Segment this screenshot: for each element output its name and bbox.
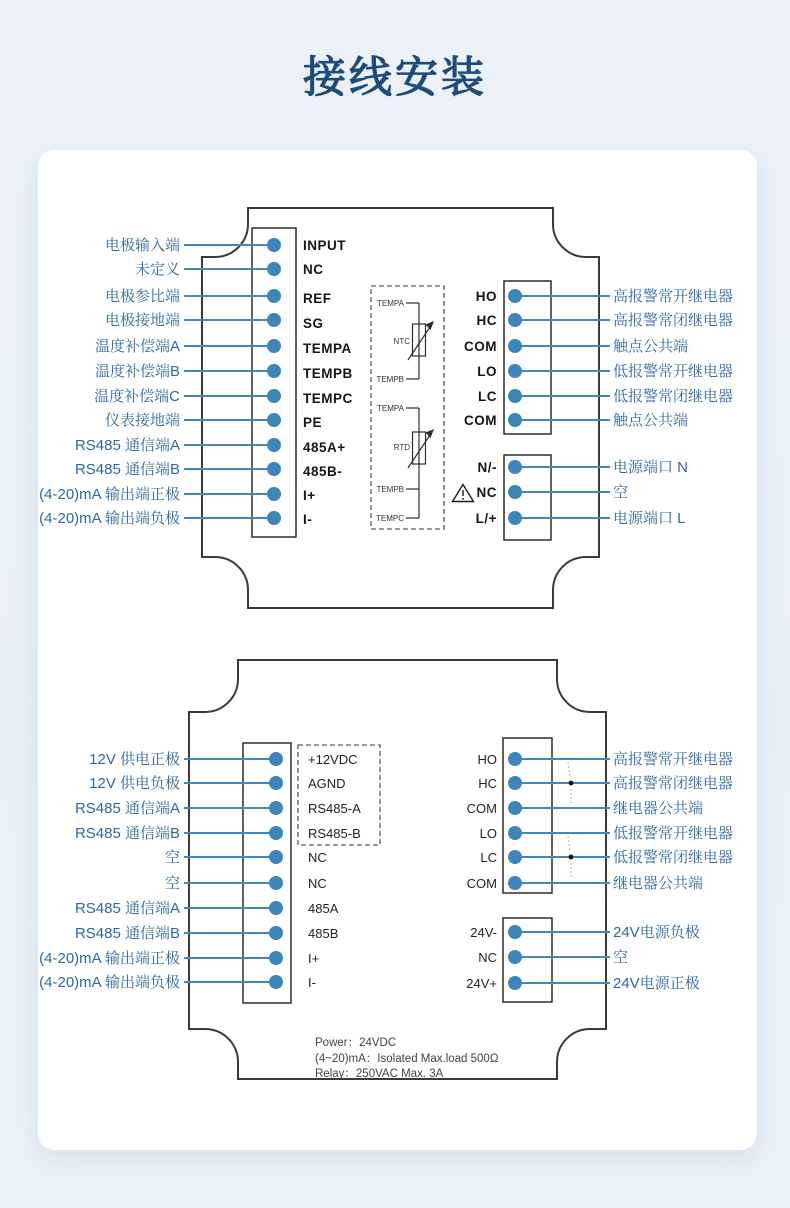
terminal-dot [267, 487, 281, 501]
terminal-dot [267, 413, 281, 427]
terminal-label-en: LC [480, 850, 497, 865]
terminal-dot [269, 801, 283, 815]
terminal-label-cn: 未定义 [134, 261, 180, 278]
terminal-label-en: NC [308, 850, 327, 865]
terminal-label-en: 485A+ [303, 440, 346, 455]
terminal-row [467, 874, 703, 892]
terminal-row [467, 799, 703, 817]
terminal-row [477, 311, 734, 329]
terminal-label-en: RS485-A [308, 801, 361, 816]
terminal-dot [508, 313, 522, 327]
terminal-row [476, 287, 733, 305]
terminal-row [39, 973, 316, 991]
terminal-label-cn: 空 [613, 484, 629, 501]
sensor-box [371, 286, 444, 529]
terminal-label-en: I+ [308, 951, 320, 966]
ntc-arrowhead [426, 321, 435, 330]
terminal-dot [508, 925, 522, 939]
terminal-label-en: NC [476, 485, 497, 500]
terminal-label-en: L/+ [475, 511, 497, 526]
terminal-row [75, 900, 339, 917]
terminal-label-cn: 高报警常闭继电器 [613, 312, 734, 329]
terminal-label-cn: RS485 通信端B [74, 925, 180, 942]
terminal-dot [508, 776, 522, 790]
terminal-dot [508, 826, 522, 840]
terminal-dot [269, 826, 283, 840]
terminal-label-cn: RS485 通信端B [74, 825, 180, 842]
terminal-label-en: REF [303, 291, 332, 306]
terminal-label-en: COM [466, 876, 497, 891]
terminal-label-cn: 高报警常开继电器 [613, 751, 734, 768]
terminal-label-cn: 低报警常闭继电器 [613, 388, 734, 405]
spec-notes [315, 1037, 499, 1080]
terminal-row [464, 337, 688, 355]
terminal-label-cn: 空 [613, 949, 629, 966]
terminal-dot [267, 389, 281, 403]
terminal-label-cn: 电极参比端 [104, 288, 180, 305]
terminal-label-cn: 触点公共端 [613, 412, 689, 429]
terminal-label-cn: (4-20)mA 输出端负极 [39, 974, 180, 991]
diagram2-left-rows [39, 750, 361, 991]
terminal-row [105, 311, 324, 331]
diagram2-power-rows [466, 923, 699, 992]
terminal-label-cn: 温度补偿端B [94, 363, 180, 380]
terminal-dot [508, 976, 522, 990]
ntc-arrow [408, 324, 432, 360]
terminal-label-cn: 温度补偿端C [94, 388, 180, 405]
sensor-name-label: RTD [393, 443, 410, 452]
spec-note-line: Relay：250VAC Max. 3A [315, 1068, 444, 1080]
terminal-row [75, 925, 338, 942]
terminal-row [95, 337, 352, 356]
sensor-name-label: NTC [393, 337, 410, 346]
terminal-row [470, 923, 699, 941]
contact-dot [569, 855, 574, 860]
terminal-dot [269, 876, 283, 890]
terminal-label-en: I- [308, 975, 316, 990]
terminal-label-en: COM [464, 339, 497, 354]
terminal-row [89, 774, 345, 792]
terminal-label-cn: 电极接地端 [104, 312, 180, 329]
terminal-label-en: HO [475, 289, 497, 304]
sensor-pin-label: TEMPB [376, 485, 404, 494]
diagram1-left-rows [39, 236, 353, 527]
terminal-label-en: +12VDC [308, 752, 358, 767]
terminal-label-en: HO [477, 752, 497, 767]
terminal-label-en: 485B- [303, 464, 343, 479]
terminal-label-en: NC [478, 950, 497, 965]
terminal-row [105, 236, 346, 254]
diagram1-power-rows [476, 458, 688, 527]
diagram2-relay-rows [467, 750, 733, 892]
terminal-label-en: AGND [308, 776, 346, 791]
terminal-label-cn: 仪表接地端 [104, 412, 180, 429]
terminal-label-cn: RS485 通信端A [74, 437, 180, 454]
terminal-label-en: NC [303, 262, 324, 277]
terminal-row [477, 483, 629, 501]
terminal-row [105, 287, 332, 306]
terminal-label-cn: (4-20)mA 输出端负极 [39, 510, 180, 527]
terminal-dot [269, 975, 283, 989]
terminal-row [94, 387, 353, 406]
terminal-label-cn: 低报警常闭继电器 [613, 849, 734, 866]
terminal-label-cn: RS485 通信端A [74, 800, 180, 817]
terminal-dot [508, 389, 522, 403]
terminal-label-en: SG [303, 316, 324, 331]
terminal-dot [508, 850, 522, 864]
terminal-label-en: I+ [303, 488, 316, 503]
terminal-row [75, 437, 346, 455]
diagram2-panel-outline [189, 660, 606, 1079]
terminal-dot [267, 462, 281, 476]
terminal-label-en: I- [303, 512, 313, 527]
terminal-dot [267, 262, 281, 276]
spec-note-line: Power：24VDC [315, 1037, 397, 1049]
rtd-arrow [408, 432, 432, 468]
spec-note-line: (4~20)mA：Isolated Max.load 500Ω [315, 1053, 499, 1065]
terminal-row [464, 411, 688, 429]
terminal-label-cn: 高报警常开继电器 [613, 288, 734, 305]
rtd-arrowhead [426, 429, 435, 438]
terminal-label-cn: 空 [164, 875, 180, 892]
terminal-label-cn: 24V电源负极 [613, 924, 700, 941]
terminal-label-cn: (4-20)mA 输出端正极 [39, 950, 180, 967]
terminal-dot [508, 801, 522, 815]
terminal-dot [267, 339, 281, 353]
terminal-row [466, 974, 699, 992]
terminal-label-cn: 电源端口 N [613, 459, 689, 476]
terminal-row [75, 825, 361, 842]
terminal-label-en: 485B [308, 926, 339, 941]
page-title: 接线安装 [303, 54, 487, 102]
terminal-label-cn: 温度补偿端A [94, 338, 180, 355]
terminal-dot [508, 339, 522, 353]
terminal-label-en: COM [464, 413, 497, 428]
relay-contact-symbols [568, 762, 573, 879]
terminal-label-cn: 空 [164, 849, 180, 866]
terminal-label-en: TEMPC [303, 391, 353, 406]
terminal-row [476, 509, 686, 527]
terminal-label-cn: 电极输入端 [104, 237, 180, 254]
terminal-row [478, 458, 689, 476]
terminal-dot [269, 901, 283, 915]
terminal-label-en: 24V- [470, 925, 497, 940]
terminal-dot [269, 951, 283, 965]
terminal-label-en: INPUT [303, 238, 346, 253]
sensor-pin-label: TEMPA [377, 404, 404, 413]
sensor-pin-label: TEMPC [376, 514, 404, 523]
terminal-label-en: TEMPA [303, 341, 352, 356]
terminal-label-cn: 12V 供电正极 [89, 751, 180, 768]
terminal-dot [508, 485, 522, 499]
terminal-row [39, 509, 312, 527]
terminal-label-cn: (4-20)mA 输出端正极 [39, 486, 180, 503]
contact-dot [569, 781, 574, 786]
terminal-label-cn: RS485 通信端B [74, 461, 180, 478]
terminal-label-cn: RS485 通信端A [74, 900, 180, 917]
terminal-dot [508, 876, 522, 890]
terminal-label-cn: 继电器公共端 [613, 800, 704, 817]
terminal-label-cn: 24V电源正极 [613, 975, 700, 992]
terminal-label-en: 24V+ [466, 976, 497, 991]
terminal-dot [267, 313, 281, 327]
terminal-dot [508, 950, 522, 964]
terminal-label-cn: 12V 供电负极 [89, 775, 180, 792]
terminal-dot [269, 776, 283, 790]
terminal-label-en: COM [466, 801, 497, 816]
terminal-label-en: HC [478, 776, 497, 791]
terminal-row [39, 949, 319, 967]
terminal-dot [267, 238, 281, 252]
terminal-label-en: LC [478, 389, 497, 404]
diagram1-relay-block [504, 281, 551, 434]
terminal-dot [267, 438, 281, 452]
diagram2 [39, 660, 733, 1080]
terminal-dot [508, 460, 522, 474]
terminal-dot [508, 364, 522, 378]
warning-icon [453, 485, 474, 502]
terminal-label-en: N/- [477, 460, 497, 475]
terminal-dot [267, 511, 281, 525]
terminal-row [135, 261, 324, 278]
terminal-row [95, 362, 353, 381]
terminal-label-en: HC [476, 313, 497, 328]
terminal-row [89, 750, 357, 768]
terminal-dot [269, 850, 283, 864]
terminal-label-en: LO [477, 364, 497, 379]
terminal-dot [508, 752, 522, 766]
terminal-row [105, 411, 322, 430]
terminal-label-cn: 触点公共端 [613, 338, 689, 355]
terminal-dot [269, 752, 283, 766]
terminal-dot [508, 511, 522, 525]
terminal-row [75, 800, 361, 817]
terminal-label-cn: 低报警常开继电器 [613, 825, 734, 842]
terminal-dot [508, 289, 522, 303]
terminal-label-cn: 高报警常闭继电器 [613, 775, 734, 792]
terminal-label-en: 485A [308, 901, 339, 916]
terminal-label-en: NC [308, 876, 327, 891]
terminal-dot [508, 413, 522, 427]
terminal-row [75, 461, 342, 479]
terminal-label-en: RS485-B [308, 826, 361, 841]
terminal-label-en: LO [479, 826, 497, 841]
terminal-row [39, 485, 316, 503]
terminal-label-cn: 低报警常开继电器 [613, 363, 734, 380]
terminal-label-en: PE [303, 415, 323, 430]
terminal-dot [267, 289, 281, 303]
sensor-pin-label: TEMPB [376, 375, 404, 384]
terminal-label-cn: 继电器公共端 [613, 875, 704, 892]
diagram1 [39, 208, 733, 608]
terminal-dot [269, 926, 283, 940]
terminal-row [478, 387, 733, 405]
terminal-label-en: TEMPB [303, 366, 353, 381]
terminal-label-cn: 电源端口 L [613, 510, 686, 527]
sensor-pin-label: TEMPA [377, 299, 404, 308]
terminal-row [477, 362, 733, 380]
terminal-dot [267, 364, 281, 378]
